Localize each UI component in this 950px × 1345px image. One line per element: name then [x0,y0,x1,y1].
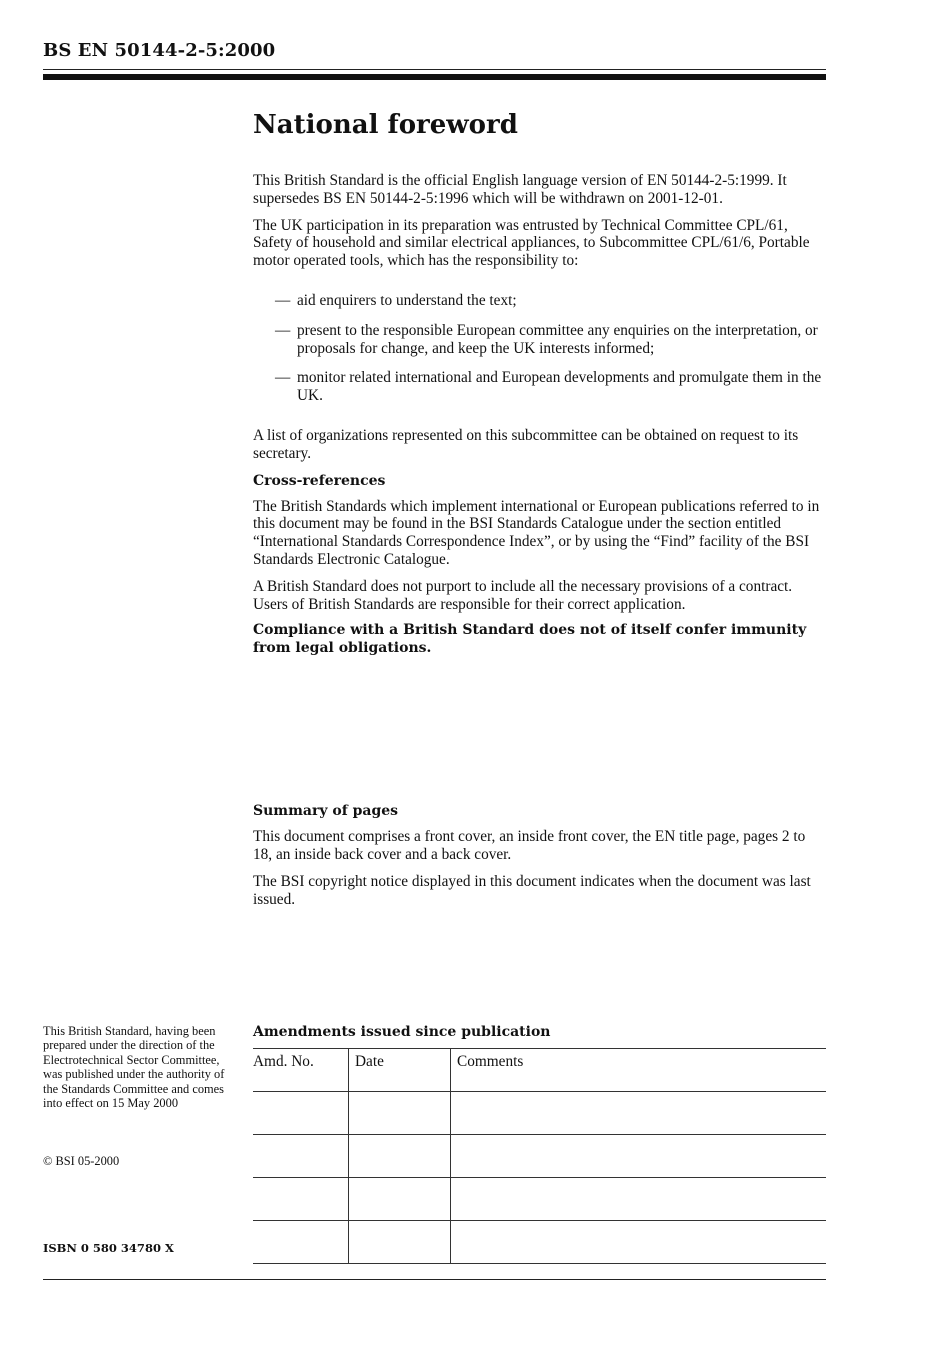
main-content [253,108,828,909]
table-row [253,1092,826,1135]
header-rule-thin [43,69,826,70]
provisions-paragraph: A British Standard does not purport to include all the necessary provisions of a contract. Users of British Standards are responsible for their correct application. [253,577,793,613]
column-header-comments: Comments [451,1049,827,1092]
publication-note: This British Standard, having been prepared under the direction of the Electrotechnical Sector Committee, was published under the authority of the Standards Committee and comes into effect on 15 May 2000 [43,1024,225,1111]
table-header-row [253,1049,826,1092]
amendments-title: Amendments issued since publication [253,1024,551,1040]
participation-paragraph: The UK participation in its preparation was entrusted by Technical Committee CPL/61, Safety of household and similar electrical appliances, to Subcommittee CPL/61/6, Portable motor operated tools, which has the responsibility to: [253,216,810,270]
list-item [253,292,828,310]
summary-heading: Summary of pages [253,803,399,820]
copyright-line: © BSI 05-2000 [43,1154,120,1168]
list-item-text: aid enquirers to understand the text; [297,291,517,309]
crossref-paragraph: The British Standards which implement international or European publications referred to in this document may be found in the BSI Standards Catalogue under the section entitled “International Standards Correspondence Index”, or by using the “Find” facility of the BSI Standards Electronic Catalogue. [253,497,820,568]
dash-marker: — [275,369,291,387]
responsibility-list [253,292,828,405]
isbn-number: ISBN 0 580 34780 X [43,1241,174,1255]
list-item-text: monitor related international and European developments and promulgate them in the UK. [297,369,822,405]
header-rule-thick [43,74,826,80]
document-id: BS EN 50144-2-5:2000 [43,40,276,61]
column-header-amd-no: Amd. No. [253,1049,349,1092]
list-item [253,322,828,358]
crossref-heading: Cross-references [253,472,386,489]
dash-marker: — [275,321,291,339]
page-title: National foreword [253,110,518,140]
table-row [253,1178,826,1221]
summary-paragraph: This document comprises a front cover, an inside front cover, the EN title page, pages 2 to 18, an inside back cover and a back cover. [253,828,806,864]
amendments-table [253,1048,826,1264]
dash-marker: — [275,291,291,309]
table-row [253,1221,826,1264]
organizations-paragraph: A list of organizations represented on this subcommittee can be obtained on request to its secretary. [253,426,799,462]
column-header-date: Date [349,1049,451,1092]
table-row [253,1135,826,1178]
footer-rule [43,1279,826,1280]
list-item-text: present to the responsible European committee any enquiries on the interpretation, or proposals for change, and keep the UK interests informed; [297,321,818,357]
copyright-notice-paragraph: The BSI copyright notice displayed in this document indicates when the document was last issued. [253,872,811,908]
list-item [253,369,828,405]
compliance-statement: Compliance with a British Standard does not of itself confer immunity from legal obligations. [253,622,807,656]
intro-paragraph: This British Standard is the official English language version of EN 50144-2-5:1999. It supersedes BS EN 50144-2-5:1996 which will be withdrawn on 2001-12-01. [253,172,787,207]
